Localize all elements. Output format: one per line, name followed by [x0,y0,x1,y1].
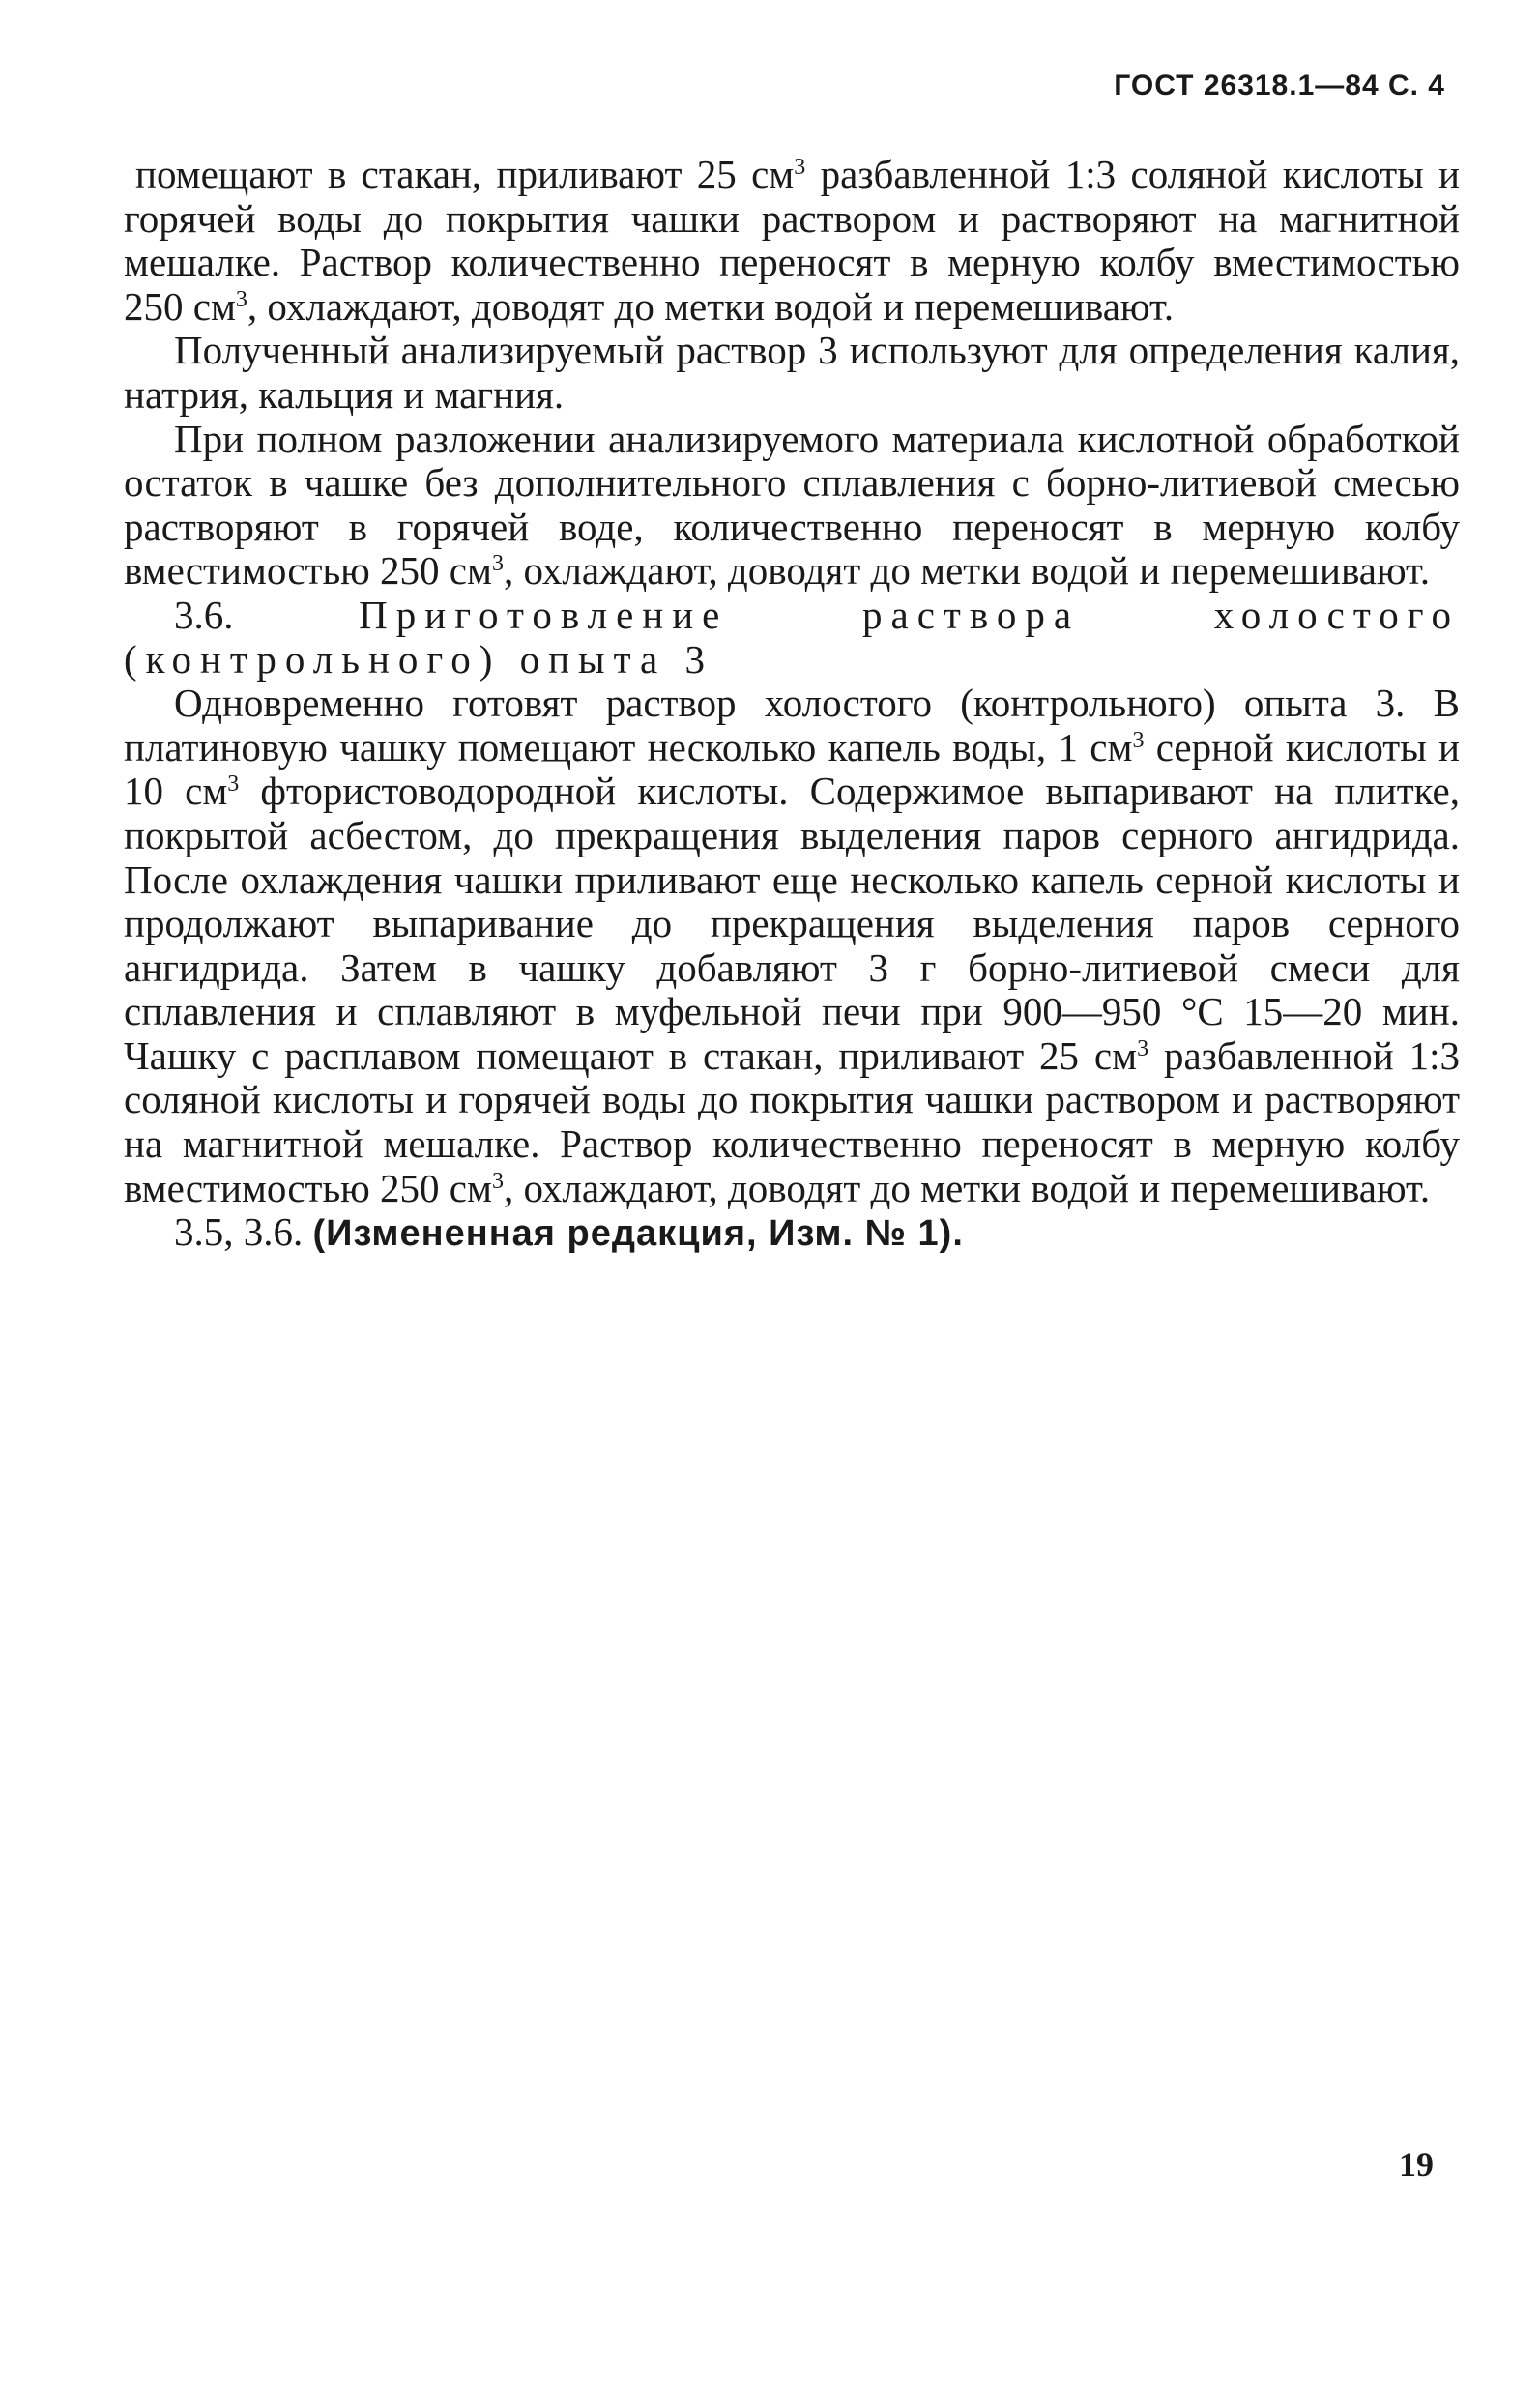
text-run: помещают в стакан, приливают 25 см [135,152,795,196]
superscript: 3 [235,286,247,312]
text-run: , охлаждают, доводят до метки водой и перемешивают. [503,548,1431,594]
amendment-label: (Измененная редакция, Изм. № 1). [312,1213,964,1255]
amendment-note [124,1210,1460,1257]
page-number: 19 [1399,2145,1434,2184]
text-run: , охлаждают, доводят до метки водой и перемешивают. [503,1165,1431,1210]
body-text [124,153,1460,1257]
superscript: 3 [227,771,240,798]
superscript: 3 [1132,727,1145,753]
section-heading-3-6 [124,594,1460,682]
superscript: 3 [491,551,504,577]
section-title: Приготовление раствора холостого (контрольного) опыта 3 [124,592,1460,682]
paragraph-solution-use: Полученный анализируемый раствор 3 используют для определения калия, натрия, кальция и магния. [124,328,1460,417]
paragraph-acid-decomposition [124,418,1460,594]
paragraph-blank-experiment [124,682,1460,1210]
text-run: , охлаждают, доводят до метки водой и перемешивают. [247,283,1175,329]
text-run: серной кислоты и 10 см [124,724,1460,814]
superscript: 3 [1137,1035,1149,1061]
text-run: фтористоводородной кислоты. Содержимое выпаривают на плитке, покрытой асбестом, до прекращения выделения паров серного ангидрида. После охлаждения чашки приливают еще несколько капель серной кислоты и продолжают выпаривание до прекращения выделения паров серного ангидрида. Затем в чашку добавляют 3 г борно-литиевой смеси для сплавления и сплавляют в муфельной печи при 900—950 °С 15—20 мин. Чашку с расплавом помещают в стакан, приливают 25 см [124,769,1460,1078]
running-header: ГОСТ 26318.1—84 С. 4 [1114,70,1445,102]
text-run: разбавленной 1:3 соляной кислоты и горячей воды до покрытия чашки раствором и растворяют на магнитной мешалке. Раствор количественно переносят в мерную колбу вместимостью 250 см [124,1032,1460,1210]
section-number: 3.6. [174,592,234,637]
superscript: 3 [491,1168,504,1194]
text-run: разбавленной 1:3 соляной кислоты и горячей воды до покрытия чашки раствором и растворяют на магнитной мешалке. Раствор количественно переносят в мерную колбу вместимостью 250 см [124,152,1460,329]
superscript: 3 [794,155,806,180]
text-run: При полном разложении анализируемого материала кислотной обработкой остаток в чашке без дополнительного сплавления с борно-литиевой смесью растворяют в горячей воде, количественно переносят в мерную колбу вместимостью 250 см [124,416,1460,594]
paragraph-continuation [124,153,1460,329]
text-run: Одновременно готовят раствор холостого (контрольного) опыта 3. В платиновую чашку помещают несколько капель воды, 1 см [124,681,1460,770]
amendment-refs: 3.5, 3.6. [174,1209,304,1255]
